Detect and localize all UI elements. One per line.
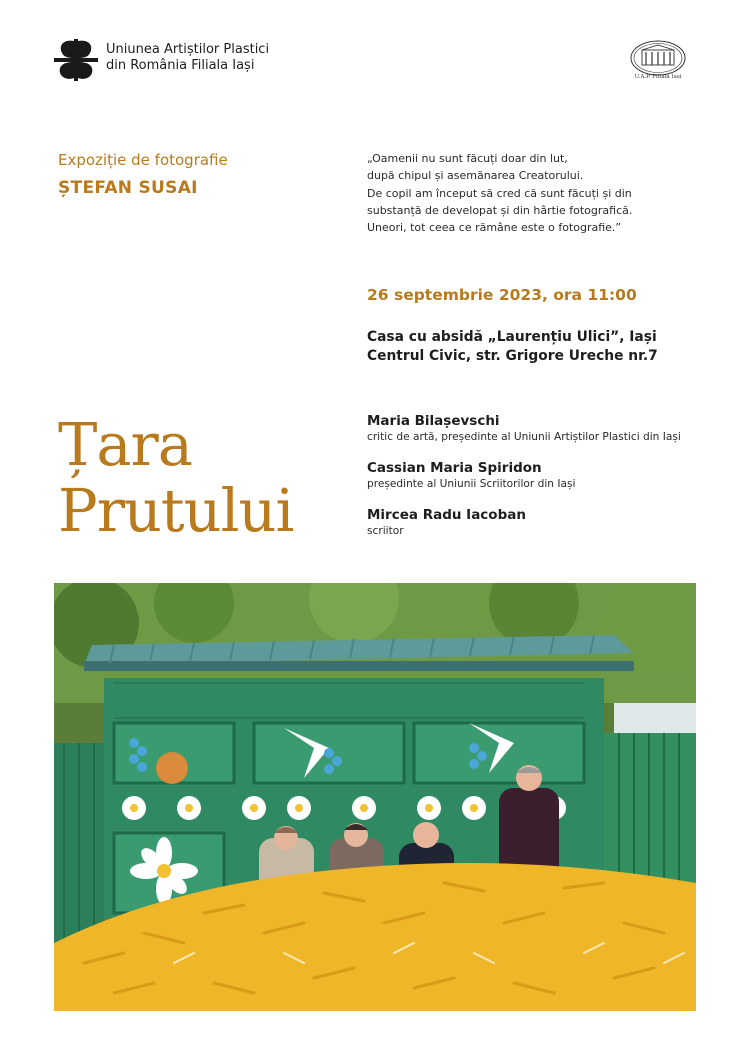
- speaker-role: critic de artă, președinte al Uniunii Artiștilor Plastici din Iași: [367, 431, 681, 443]
- speaker-name: Mircea Radu Iacoban: [367, 507, 526, 523]
- quote-line: după chipul și asemănarea Creatorului.: [367, 169, 584, 183]
- quote-line: substanță de developat și din hârtie fotografică.: [367, 203, 633, 217]
- speaker-name: Maria Bilașevschi: [367, 413, 500, 429]
- speakers-list: [367, 412, 707, 553]
- seal-caption: U.A.P. Filiala Iași: [634, 74, 682, 80]
- title-line2: Prutului: [58, 476, 294, 545]
- artist-quote: [367, 150, 697, 236]
- organization-name: [106, 42, 269, 74]
- speaker-item: [367, 506, 707, 553]
- speaker-item: [367, 412, 707, 459]
- quote-line: De copil am început să cred că sunt făcuți și din: [367, 186, 632, 200]
- speaker-role: scriitor: [367, 525, 404, 537]
- event-date: 26 septembrie 2023, ora 11:00: [367, 286, 637, 304]
- speaker-name: Cassian Maria Spiridon: [367, 460, 542, 476]
- quote-line: Uneori, tot ceea ce rămâne este o fotografie.”: [367, 221, 622, 235]
- artist-name: ȘTEFAN SUSAI: [58, 178, 198, 198]
- gate-corn-photo-illustration: [54, 583, 696, 1011]
- org-name-line1: Uniunea Artiștilor Plastici: [106, 42, 270, 57]
- exhibition-title: [58, 412, 293, 544]
- venue-line1: Casa cu absidă „Laurențiu Ulici”, Iași: [367, 329, 657, 345]
- union-logo-icon: [54, 39, 98, 81]
- org-name-line2: din România Filiala Iași: [106, 58, 255, 73]
- quote-line: „Oamenii nu sunt făcuți doar din lut,: [367, 152, 568, 165]
- speaker-role: președinte al Uniunii Scriitorilor din Iași: [367, 478, 576, 490]
- venue-line2: Centrul Civic, str. Grigore Ureche nr.7: [367, 348, 658, 364]
- event-venue: [367, 328, 658, 366]
- title-line1: Țara: [58, 410, 192, 479]
- exhibition-photo: [54, 583, 696, 1011]
- exhibition-type: Expoziție de fotografie: [58, 151, 228, 169]
- speaker-item: [367, 459, 707, 506]
